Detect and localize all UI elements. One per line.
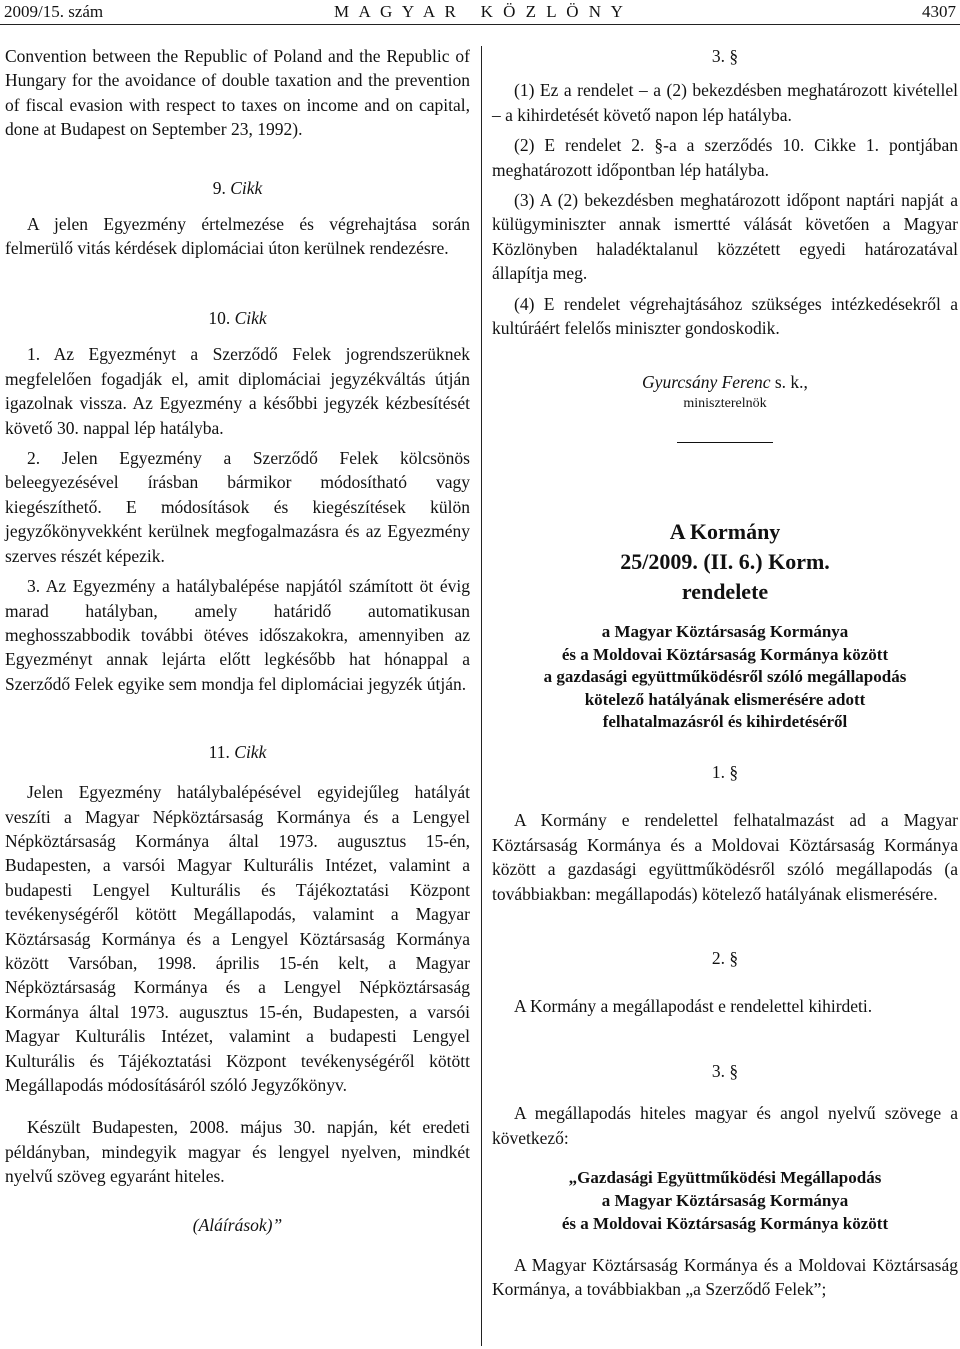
decree-subject-line-5: felhatalmazásról és kihirdetéséről [602, 712, 848, 732]
article-9-text: A jelen Egyezmény értelmezése és végrehajtása során felmerülő vitás kérdések diplomáciai úton kerülnek rendezésre. [5, 213, 470, 259]
decree-section-3-heading: 3. § [711, 1060, 739, 1081]
article-11-text: Jelen Egyezmény hatálybalépésével egyidejűleg hatályát veszíti a Magyar Népköztársaság Kormánya és a Lengyel Népköztársaság Kormánya által 1973. augusztus 15-én, Budapesten, a varsói Magyar Kulturális Intézet, valamint a budapesti Lengyel Kulturális és Tájékoztatási Központ tevékenységéről kötött Megállapodás, valamint a Magyar Köztársaság Kormánya és a Lengyel Köztársaság Kormánya között Varsóban, 1998. április 15-én kelt, a Magyar Népköztársaság Kormánya és a Lengyel Népköztársaság Kormánya által 1973. augusztus 15-én, Budapesten, a varsói Magyar Kulturális Intézet, valamint a budapesti Lengyel Kulturális és Tájékoztatási Központ tevékenységéről kötött Megállapodás módosításáról szóló Jegyzőkönyv. [5, 782, 470, 1095]
agreement-title-line-2: a Magyar Köztársaság Kormánya [601, 1191, 849, 1211]
article-10-paragraph-2: 2. Jelen Egyezmény a Szerződő Felek kölcsönös beleegyezésével írásban bármikor módosítható vagy kiegészíthető. E módosítások és kiegészítések külön jegyzőkönyvekként kerülnek megfogalmazásra és az Egyezmény szerves részét képezik. [5, 448, 470, 566]
decree-section-3-text: A megállapodás hiteles magyar és angol nyelvű szövege a következő: [492, 1103, 958, 1148]
agreement-title-line-1: „Gazdasági Együttműködési Megállapodás [568, 1168, 882, 1188]
article-9-number: 9. [212, 177, 226, 198]
signatures-placeholder: (Aláírások)” [192, 1214, 283, 1235]
convention-title-text: Convention between the Republic of Poland and the Republic of Hungary for the avoidance of double taxation and the prevention of fiscal evasion with respect to taxes on income and on capital, done at Budapest on September 23, 1992). [5, 46, 470, 140]
agreement-title-block [492, 1166, 958, 1235]
decree-section-1-heading: 1. § [711, 761, 739, 782]
left-column [5, 44, 470, 1237]
agreement-preamble-text: A Magyar Köztársaság Kormánya és a Moldovai Köztársaság Kormánya, a továbbiakban „a Szerződő Felek”; [492, 1255, 958, 1300]
decree-subject-line-3: a gazdasági együttműködésről szóló megállapodás [543, 667, 907, 687]
section-3-paragraph-1: (1) Ez a rendelet – a (2) bekezdésben meghatározott kivétellel – a kihirdetését követő napon lép hatályba. [492, 80, 958, 125]
article-10-word: Cikk [234, 308, 267, 329]
section-3-paragraph-4: (4) E rendelet végrehajtásához szükséges intézkedésekről a kultúráért felelős miniszter gondoskodik. [492, 293, 958, 339]
closing-text: Készült Budapesten, 2008. május 30. napján, két eredeti példányban, mindegyik magyar és lengyel nyelven, mindkét nyelvű szöveg egyaránt hiteles. [5, 1117, 470, 1187]
page-header [0, 0, 960, 26]
article-11-number: 11. [208, 742, 230, 763]
section-3-paragraph-3: (3) A (2) bekezdésben meghatározott időpont naptári napját a külügyminiszter annak ismertté válását követően a Magyar Közlönyben haladéktalanul közzétett egyedi határozatával állapítja meg. [492, 190, 958, 284]
issue-number: 2009/15. szám [4, 2, 104, 21]
article-10-heading [5, 306, 470, 330]
separator-rule [677, 442, 773, 443]
section-3-heading: 3. § [711, 46, 739, 66]
decree-subject-line-1: a Magyar Köztársaság Kormánya [601, 622, 849, 642]
article-10-number: 10. [208, 308, 231, 329]
section-3-paragraph-2: (2) E rendelet 2. §-a a szerződés 10. Cikke 1. pontjában meghatározott időpontban lép hatályba. [492, 135, 958, 180]
article-11-word: Cikk [234, 742, 267, 763]
signer-name: Gyurcsány Ferenc [642, 372, 771, 393]
article-11-heading [5, 740, 470, 764]
signer-suffix: s. k., [770, 372, 808, 393]
article-9-heading [5, 176, 470, 200]
agreement-title-line-3: és a Moldovai Köztársaság Kormánya között [561, 1214, 889, 1234]
decree-section-2-text: A Kormány a megállapodást e rendelettel kihirdeti. [514, 996, 873, 1017]
decree-subject-line-2: és a Moldovai Köztársaság Kormánya között [561, 644, 889, 664]
signer-line [492, 370, 958, 394]
decree-subject-block [492, 621, 958, 734]
header-rule [0, 24, 960, 25]
article-10-paragraph-1: 1. Az Egyezményt a Szerződő Felek jogrendszerüknek megfelelően fogadják el, amit diplomáciai jegyzékváltás útján igazolnak vissza. Az Egyezmény a későbbi jegyzék kézbesítését követő 30. nappal lép hatályba. [5, 344, 470, 438]
decree-section-1-text: A Kormány e rendelettel felhatalmazást ad a Magyar Köztársaság Kormánya és a Moldovai Köztársaság Kormánya között a gazdasági együttműködésről szóló megállapodás (a továbbiakban: megállapodás) kötelező hatályának elismerésére. [492, 810, 958, 904]
decree-section-2-heading: 2. § [711, 948, 739, 968]
decree-issuer: A Kormány [669, 519, 781, 545]
decree-word: rendelete [681, 579, 769, 605]
right-column [492, 44, 958, 1302]
page-number: 4307 [922, 2, 956, 21]
signer-title: miniszterelnök [683, 396, 767, 412]
journal-title: M A G Y A R K Ö Z L Ö N Y [334, 2, 626, 21]
article-9-word: Cikk [230, 177, 263, 198]
decree-number: 25/2009. (II. 6.) Korm. [620, 549, 830, 575]
decree-title-block [492, 517, 958, 607]
decree-subject-line-4: kötelező hatályának elismerésére adott [584, 689, 866, 709]
column-divider [481, 46, 482, 1346]
article-10-paragraph-3: 3. Az Egyezmény a hatálybalépése napjától számított öt évig marad hatályban, amely határidő automatikusan meghosszabbodik további ötéves időszakokra, amennyiben az Egyezményt annak lejárta előtt legkésőbb hat hónappal a Szerződő Felek egyike sem mondja fel diplomáciai jegyzék útján. [5, 576, 470, 694]
